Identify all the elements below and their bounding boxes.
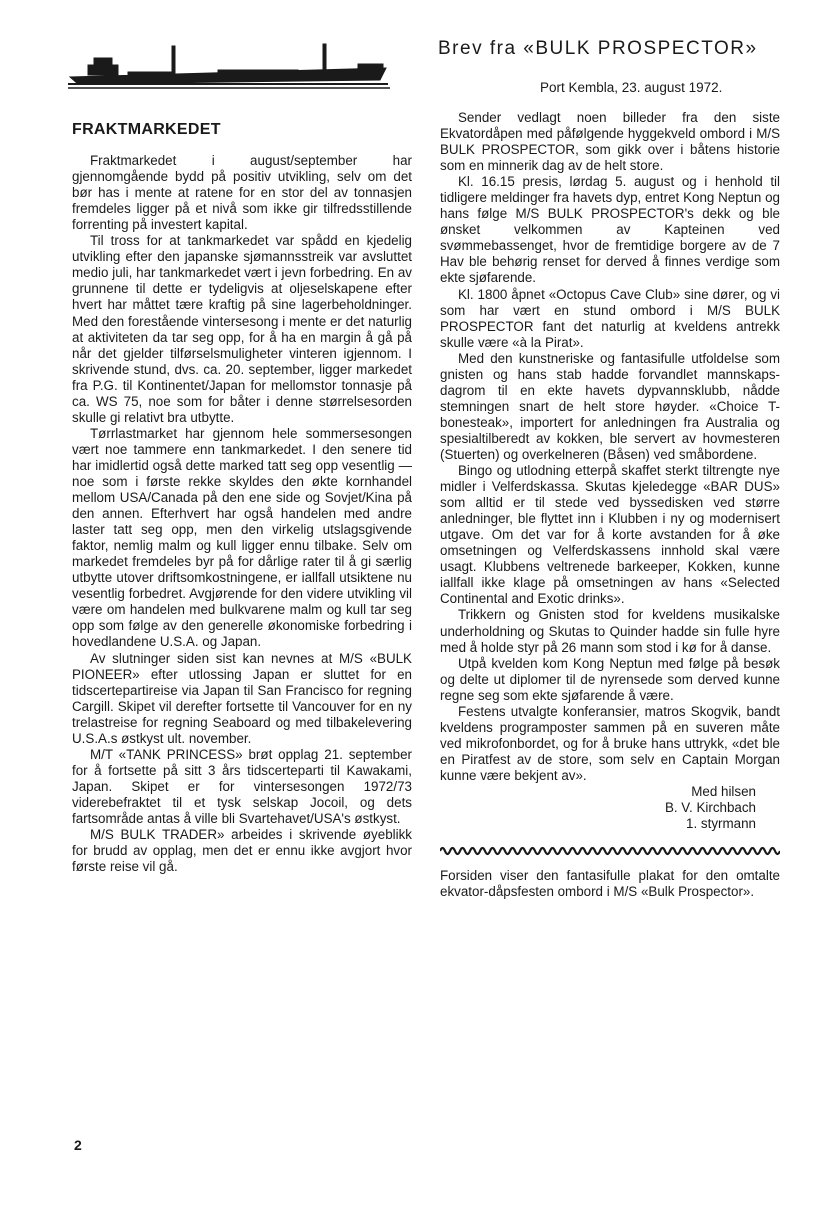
paragraph: Tørrlastmarket har gjennom hele sommersesongen vært noe tammere enn tankmarkedet. I den senere tid har imidlertid også dette marked tatt seg opp vesentlig — noe som i første rekke skyldes den økte kornhandel mellom USA/Canada på den ene side og Sovjet/Kina på den annen. Efterhvert har også handelen med andre laster tatt seg opp, men den virkelig utslagsgivende faktor, nemlig malm og kull ligger ennu tilbake. Selv om markedet fremdeles byr på for dårlige rater til å gi særlig utbytte utover driftsomkostningene, er iallfall utsiktene nu vesentlig forbedret. Avgjørende for den videre utvikling vil være om handelen med bulkvarene malm og kull tar seg opp som følge av den generelle økonomiske forbedring i hovedlandene U.S.A. og Japan. [72,425,412,650]
letter-date: Port Kembla, 23. august 1972. [540,80,723,95]
section-heading: FRAKTMARKEDET [72,121,221,138]
paragraph: Sender vedlagt noen billeder fra den siste Ekvatordåpen med påfølgende hyggekveld ombord i M/S BULK PROSPECTOR, som gikk over i båtens historie som en minnerik dag av de helt store. [440,110,780,174]
paragraph: Bingo og utlodning etterpå skaffet sterkt tiltrengte nye midler i Velferdskassa. Skutas kjeledegge «BAR DUS» som alltid er til stede ved byssedisken ved større anledninger, ble flyttet inn i Klubben i ny og modernisert utgave. Om det var for å korte avstanden for å øke omsetningen og Velferdskassens innhold skal være usagt. Klubbens veltrenede barkeeper, Kokken, kunne iallfall ikke klage på omsetningen av hans «Selected Continental and Exotic drinks». [440,463,780,607]
left-column [72,122,412,875]
paragraph: Kl. 1800 åpnet «Octopus Cave Club» sine dører, og vi som har vært en stund ombord i M/S BULK PROSPECTOR fant det naturlig at kveldens antrekk skulle være «à la Pirat». [440,286,780,350]
paragraph: Festens utvalgte konferansier, matros Skogvik, bandt kveldens programposter sammen på en suveren måte ved mikrofonbordet, og for å bruke hans uttrykk, «det ble en Piratfest av de store, som selv en Captain Morgan kunne være bekjent av». [440,703,780,783]
wave-divider [440,844,780,858]
signature-greeting: Med hilsen [691,783,756,799]
signature-block [440,784,780,832]
paragraph: M/T «TANK PRINCESS» brøt opplag 21. september for å fortsette på sitt 3 års tidscerteparti til Kawakami, Japan. Skipet er for vintersesongen 1972/73 viderebefraktet til et tysk selskap Jocoil, og dets fartsområde antas å ville bli Svartehavet/USA's østkyst. [72,746,412,826]
paragraph: Trikkern og Gnisten stod for kveldens musikalske underholdning og Skutas to Quinder hadde sin fulle hyre med å holde styr på 26 mann som stod i kø for å danse. [440,607,780,655]
signature-name: B. V. Kirchbach [664,799,756,815]
paragraph: Med den kunstneriske og fantasifulle utfoldelse som gnisten og hans stab hadde forvandlet mannskaps-dagrom til en ekte havets dypvannsklubb, nådde stemningen snart de helt store høyder. «Choice T-bonesteak», importert for anledningen fra Australia og spesialtilberedt av kokken, ble servert av hovmesteren (Stuerten) og overkelneren (Båsen) ved småbordene. [440,350,780,462]
cover-caption: Forsiden viser den fantasifulle plakat for den omtalte ekvator-dåpsfesten ombord i M/S «Bulk Prospector». [440,867,780,900]
paragraph: Utpå kvelden kom Kong Neptun med følge på besøk og delte ut diplomer til de nyrensede som derved kunne regne seg som ekte sjøfarende å være. [440,655,780,703]
letter-title: Brev fra «BULK PROSPECTOR» [438,38,758,59]
paragraph: Til tross for at tankmarkedet var spådd en kjedelig utvikling efter den japanske sjømannsstreik var avsluttet medio juli, har tankmarkedet vært i jevn forbedring. En av grunnene til dette er tydeligvis at oljeselskapene efter hvert har måttet tære kraftig på sine lagerbeholdninger. Med den forestående vintersesong i mente er det naturlig at aktiviteten da tar seg opp, for å ha en margin å gå på når det gjelder tilførselsmuligheter vinteren igjennom. I skrivende stund, dvs. ca. 20. september, ligger markedet fra P.G. til Kontinentet/Japan for mellomstor tonnasje på ca. WS 75, noe som for båter i denne størrelsesorden skulle gi relativt bra utbytte. [72,233,412,425]
page-number: 2 [74,1137,82,1153]
paragraph: Fraktmarkedet i august/september har gjennomgående bydd på positiv utvikling, selv om det bør has i mente at ratene for en stor del av tonnasjen fremdeles ligger på et nivå som ikke gir tilfredsstillende forrenting på investert kapital. [72,153,412,233]
right-column [440,110,780,900]
ship-illustration [68,40,390,92]
paragraph: M/S BULK TRADER» arbeides i skrivende øyeblikk for brudd av opplag, men det er ennu ikke avgjort hvor første reise vil gå. [72,827,412,875]
paragraph: Av slutninger siden sist kan nevnes at M/S «BULK PIONEER» efter utlossing Japan er sluttet for en tidscertepartireise via Japan til San Francisco for regning Cargill. Skipet vil derefter fortsette til Vancouver for en ny trelastreise for regning Seaboard og med tilbakelevering U.S.A.s østkyst ult. november. [72,650,412,746]
signature-title: 1. styrmann [686,815,756,831]
paragraph: Kl. 16.15 presis, lørdag 5. august og i henhold til tidligere meldinger fra havets dyp, entret Kong Neptun og hans følge M/S BULK PROSPECTOR's dekk og ble ønsket velkommen av Kapteinen ved svømmebassenget, hvor de fremtidige borgere av de 7 Hav ble behørig renset for derved å finnes verdige som ekte sjøfarende. [440,174,780,286]
